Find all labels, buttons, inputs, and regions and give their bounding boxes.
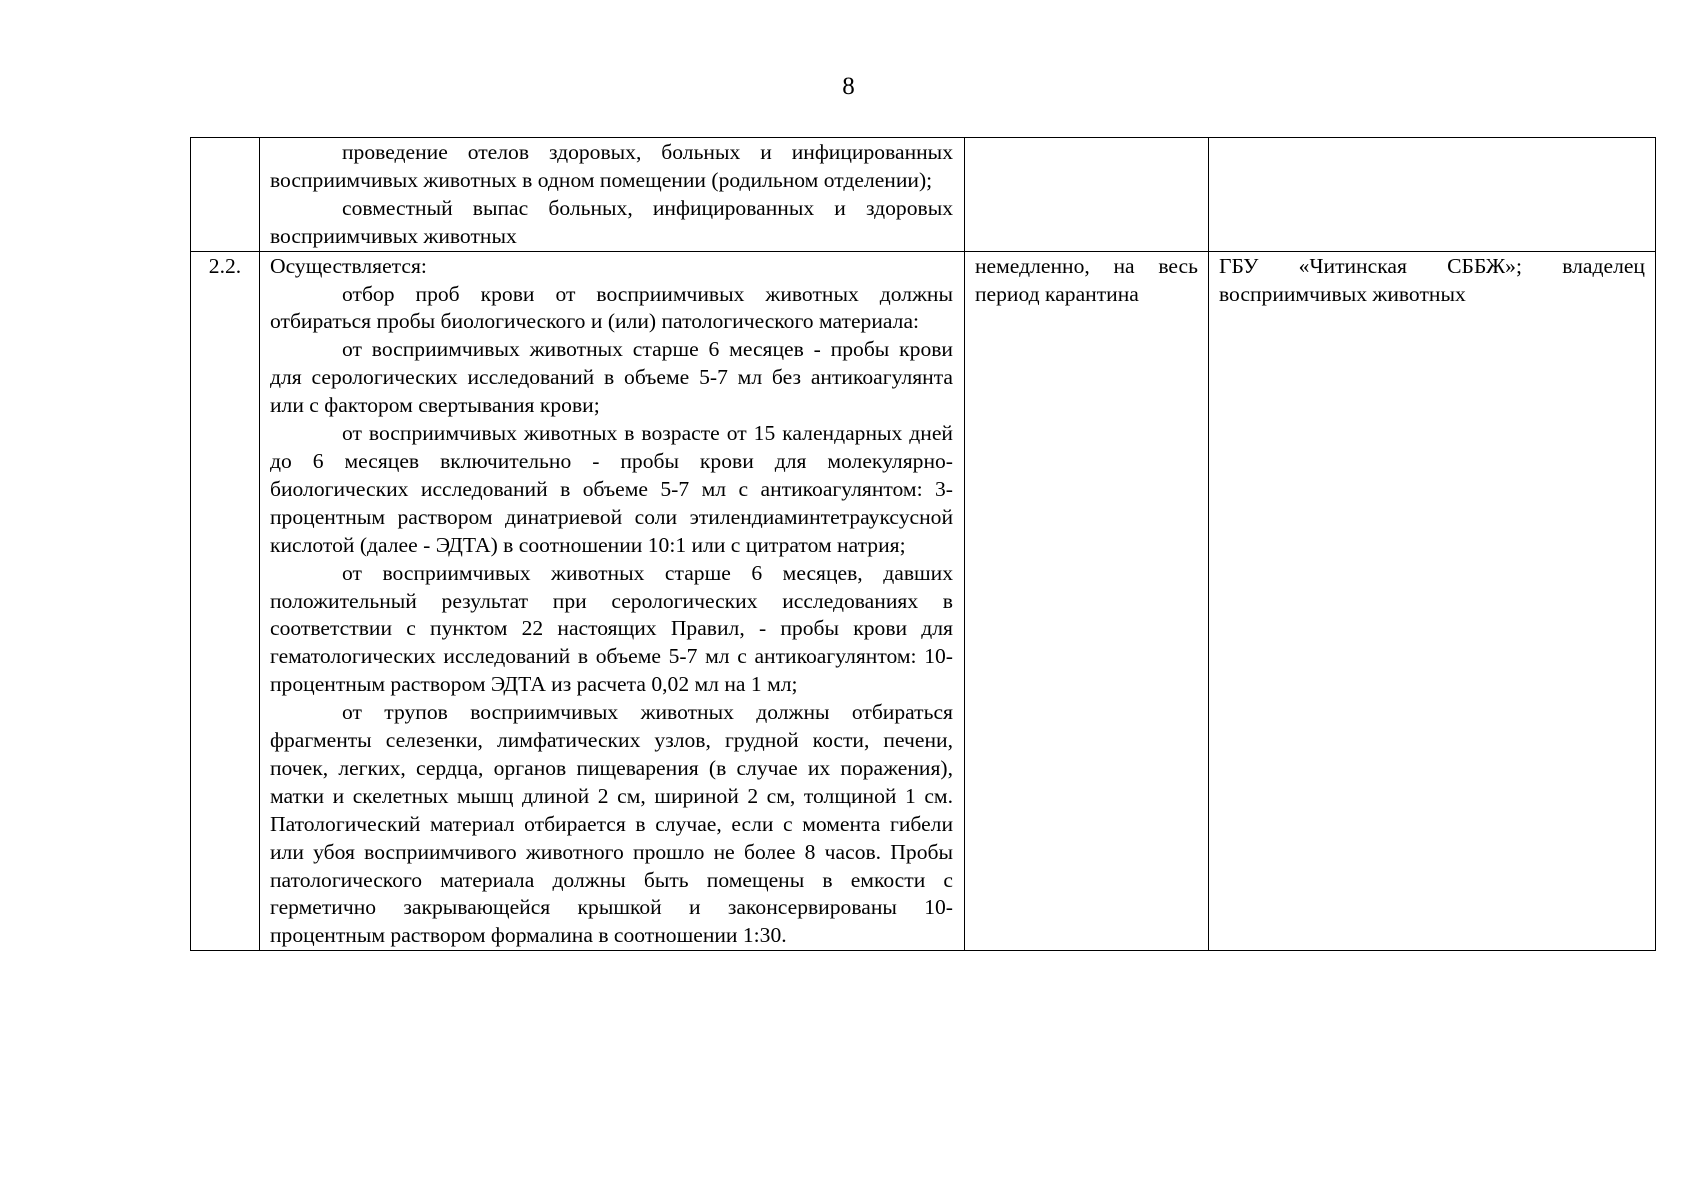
table-row	[191, 138, 1656, 252]
measure-paragraph: Осуществляется:	[270, 253, 427, 278]
measure-paragraph: от восприимчивых животных старше 6 месяцев, давших положительный результат при серологических исследованиях в соответствии с пунктом 22 настоящих Правил, - пробы крови для гематологических исследований в объеме 5-7 мл с антикоагулянтом: 10-процентным раствором ЭДТА из расчета 0,02 мл на 1 мл;	[270, 560, 953, 697]
row-number-cell: 2.2.	[191, 251, 260, 951]
measure-paragraph: совместный выпас больных, инфицированных и здоровых восприимчивых животных	[270, 195, 953, 248]
table-row	[191, 251, 1656, 951]
term-cell	[965, 251, 1209, 951]
measure-paragraph: от восприимчивых животных старше 6 месяцев - пробы крови для серологических исследований в объеме 5-7 мл без антикоагулянта или с фактором свертывания крови;	[270, 337, 953, 418]
term-text: немедленно, на весь период карантина	[975, 253, 1198, 306]
responsible-text: ГБУ «Читинская СББЖ»; владелец восприимчивых животных	[1219, 253, 1645, 306]
measure-cell	[260, 251, 965, 951]
measure-paragraph: отбор проб крови от восприимчивых животных должны отбираться пробы биологического и (или) патологического материала:	[270, 281, 953, 334]
responsible-cell	[1209, 251, 1656, 951]
measure-paragraph: от трупов восприимчивых животных должны отбираться фрагменты селезенки, лимфатических узлов, грудной кости, печени, почек, легких, сердца, органов пищеварения (в случае их поражения), матки и скелетных мышц длиной 2 см, шириной 2 см, толщиной 1 см. Патологический материал отбирается в случае, если с момента гибели или убоя восприимчивого животного прошло не более 8 часов. Пробы патологического материала должны быть помещены в емкости с герметично закрывающейся крышкой и законсервированы 10-процентным раствором формалина в соотношении 1:30.	[270, 700, 953, 948]
measure-cell	[260, 138, 965, 252]
measure-paragraph: от восприимчивых животных в возрасте от 15 календарных дней до 6 месяцев включительно - пробы крови для молекулярно-биологических исследований в объеме 5-7 мл с антикоагулянтом: 3-процентным раствором динатриевой соли этилендиаминтетрауксусной кислотой (далее - ЭДТА) в соотношении 10:1 или с цитратом натрия;	[270, 421, 953, 557]
responsible-cell	[1209, 138, 1656, 252]
row-number-cell	[191, 138, 260, 252]
term-cell	[965, 138, 1209, 252]
measure-paragraph: проведение отелов здоровых, больных и инфицированных восприимчивых животных в одном помещении (родильном отделении);	[270, 140, 953, 192]
page-number: 8	[842, 73, 855, 100]
measures-table	[190, 137, 1656, 951]
